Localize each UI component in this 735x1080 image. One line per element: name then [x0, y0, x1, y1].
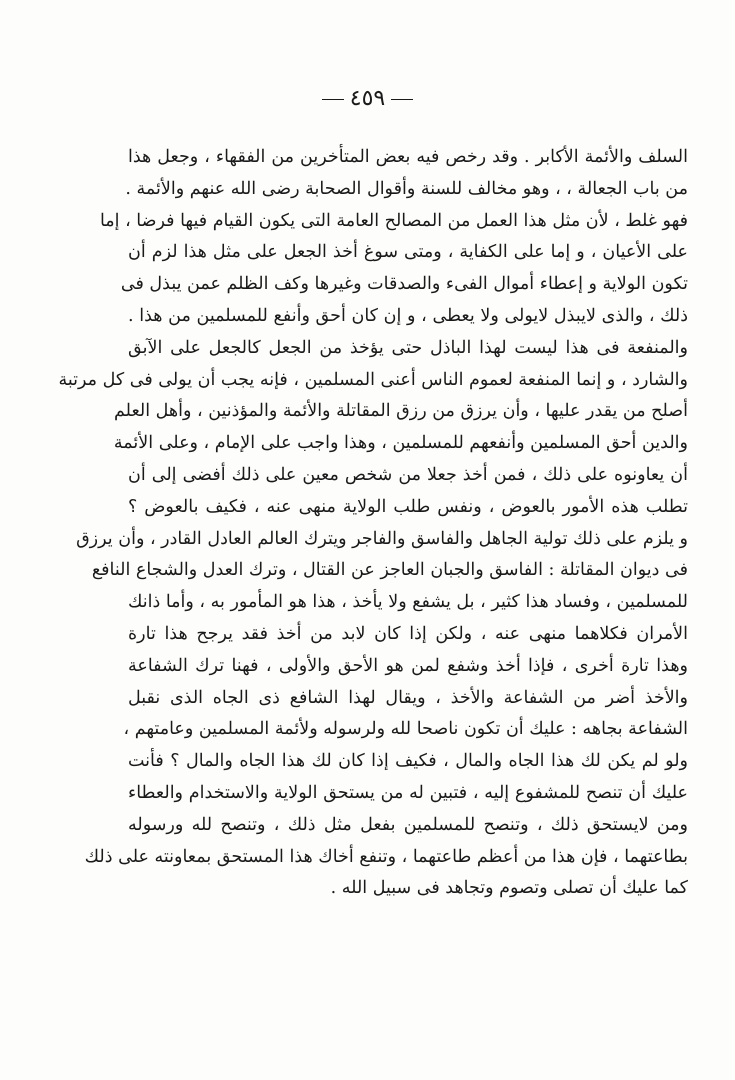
text-line: و يلزم على ذلك تولية الجاهل والفاسق والفاجر ويترك العالم العادل القادر ، وأن يرزق [76, 528, 688, 549]
text-line: وهذا تارة أخرى ، فإذا أخذ وشفع لمن هو الأحق والأولى ، فهنا ترك الشفاعة [128, 655, 688, 676]
text-line: والمنفعة فى هذا ليست لهذا الباذل حتى يؤخذ من الجعل كالجعل على الآبق [128, 337, 688, 358]
text-line: والشارد ، و إنما المنفعة لعموم الناس أعنى المسلمين ، فإنه يجب أن يولى فى كل مرتبة [58, 369, 688, 390]
dash-decoration [391, 99, 413, 100]
text-line: ذلك ، والذى لايبذل لايولى ولا يعطى ، و إن كان أحق وأنفع للمسلمين من هذا . [128, 305, 688, 326]
text-line: تطلب هذه الأمور بالعوض ، ونفس طلب الولاية منهى عنه ، فكيف بالعوض ؟ [128, 496, 688, 517]
text-line: كما عليك أن تصلى وتصوم وتجاهد فى سبيل الله . [330, 878, 688, 899]
page-number-header [0, 86, 735, 112]
text-line: ومن لايستحق ذلك ، وتنصح للمسلمين بفعل مثل ذلك ، وتنصح لله ورسوله [128, 814, 688, 835]
text-line: على الأعيان ، و إما على الكفاية ، ومتى سوغ أخذ الجعل على مثل هذا لزم أن [128, 242, 688, 263]
text-line: الأمران فكلاهما منهى عنه ، ولكن إذا كان لابد من أخذ فقد يرجح هذا تارة [128, 623, 688, 644]
body-text [58, 142, 688, 905]
text-line: والدين أحق المسلمين وأنفعهم للمسلمين ، وهذا واجب على الإمام ، وعلى الأئمة [113, 433, 688, 454]
text-line: الشفاعة بجاهه : عليك أن تكون ناصحا لله ولرسوله ولأئمة المسلمين وعامتهم ، [123, 719, 688, 740]
page-number: ٤٥٩ [349, 86, 386, 111]
dash-decoration [322, 99, 344, 100]
text-line: فى ديوان المقاتلة : الفاسق والجبان العاجز عن القتال ، وترك العدل والشجاع النافع [91, 560, 688, 581]
text-line: فهو غلط ، لأن مثل هذا العمل من المصالح العامة التى يكون القيام فيها فرضا ، إما [99, 210, 688, 231]
text-line: من باب الجعالة ، ، وهو مخالف للسنة وأقوال الصحابة رضى الله عنهم والأئمة . [125, 178, 688, 199]
text-line: بطاعتهما ، فإن هذا من أعظم طاعتهما ، وتنفع أخاك هذا المستحق بمعاونته على ذلك [84, 846, 688, 867]
text-line: ولو لم يكن لك هذا الجاه والمال ، فكيف إذا كان لك هذا الجاه والمال ؟ فأنت [128, 751, 688, 772]
text-line: والأخذ أضر من الشفاعة والأخذ ، ويقال لهذا الشافع ذى الجاه الذى نقبل [128, 687, 688, 708]
text-line: للمسلمين ، وفساد هذا كثير ، بل يشفع ولا يأخذ ، هذا هو المأمور به ، وأما ذانك [128, 592, 688, 613]
text-line: السلف والأئمة الأكابر . وقد رخص فيه بعض المتأخرين من الفقهاء ، وجعل هذا [128, 147, 688, 167]
text-line: عليك أن تنصح للمشفوع إليه ، فتبين له من يستحق الولاية والاستخدام والعطاء [128, 782, 688, 803]
text-line: تكون الولاية و إعطاء أموال الفىء والصدقات وغيرها وكف الظلم عمن يبذل فى [120, 274, 688, 295]
text-line: أصلح من يقدر عليها ، وأن يرزق من رزق المقاتلة والأئمة والمؤذنين ، وأهل العلم [114, 401, 688, 422]
text-line: أن يعاونوه على ذلك ، فمن أخذ جعلا من شخص معين على ذلك أفضى إلى أن [128, 464, 688, 485]
